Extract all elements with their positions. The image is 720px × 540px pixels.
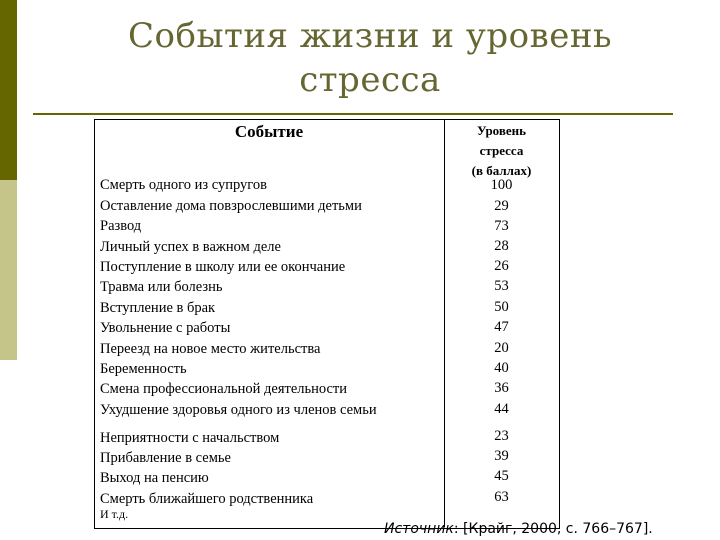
table-row-score: 36 [494, 380, 509, 396]
table-row-score: 29 [494, 198, 509, 214]
title-underline [33, 113, 673, 115]
header-level [445, 121, 558, 181]
table-row-event: Прибавление в семье [100, 450, 231, 466]
table-row-score: 73 [494, 218, 509, 234]
header-level-line: (в баллах) [471, 163, 532, 178]
table-row-event: Личный успех в важном деле [100, 239, 281, 255]
table-row-event: Смерть одного из супругов [100, 177, 267, 193]
table-row-event: Смерть ближайшего родственника [100, 491, 314, 507]
source-text: : [Крайг, 2000, с. 766–767]. [453, 521, 653, 537]
table-row-score: 20 [494, 340, 509, 356]
table-row-event: Ухудшение здоровья одного из членов семьи [100, 402, 377, 418]
table-row-score: 63 [494, 489, 509, 505]
table-row-score: 28 [494, 238, 509, 254]
title-line-2: стресса [299, 60, 441, 100]
table-row-event: Выход на пенсию [100, 470, 209, 486]
table-row-event: Оставление дома повзрослевшими детьми [100, 198, 362, 214]
header-level-line: стресса [479, 143, 524, 158]
table-row-event: Переезд на новое место жительства [100, 341, 321, 357]
table-etc-note: И т.д. [100, 507, 129, 521]
table-row-score: 45 [494, 468, 509, 484]
header-level-line: Уровень [476, 123, 527, 138]
left-accent-bar-dark [0, 0, 17, 180]
table-row-score: 47 [494, 319, 509, 335]
source-label: Источник [384, 521, 454, 537]
table-row-event: Вступление в брак [100, 300, 216, 316]
slide-title [60, 14, 680, 102]
table-row-score: 50 [494, 299, 509, 315]
table-row-score: 23 [494, 428, 509, 444]
title-line-1: События жизни и уровень [128, 16, 612, 56]
header-event: Событие [234, 122, 304, 141]
left-accent-bar-light [0, 180, 17, 360]
table-row-event: Развод [100, 218, 142, 234]
table-row-event: Беременность [100, 361, 187, 377]
table-row-event: Смена профессиональной деятельности [100, 381, 348, 397]
table-row-event: Травма или болезнь [100, 279, 223, 295]
table-row-event: Поступление в школу или ее окончание [100, 259, 346, 275]
table-row-score: 39 [494, 448, 509, 464]
table-row-event: Увольнение с работы [100, 320, 231, 336]
table-row-score: 100 [490, 177, 513, 193]
table-row-event: Неприятности с начальством [100, 430, 280, 446]
source-citation [384, 521, 653, 537]
table-row-score: 44 [494, 401, 509, 417]
table-row-score: 40 [494, 360, 509, 376]
table-row-score: 53 [494, 278, 509, 294]
table-row-score: 26 [494, 258, 509, 274]
